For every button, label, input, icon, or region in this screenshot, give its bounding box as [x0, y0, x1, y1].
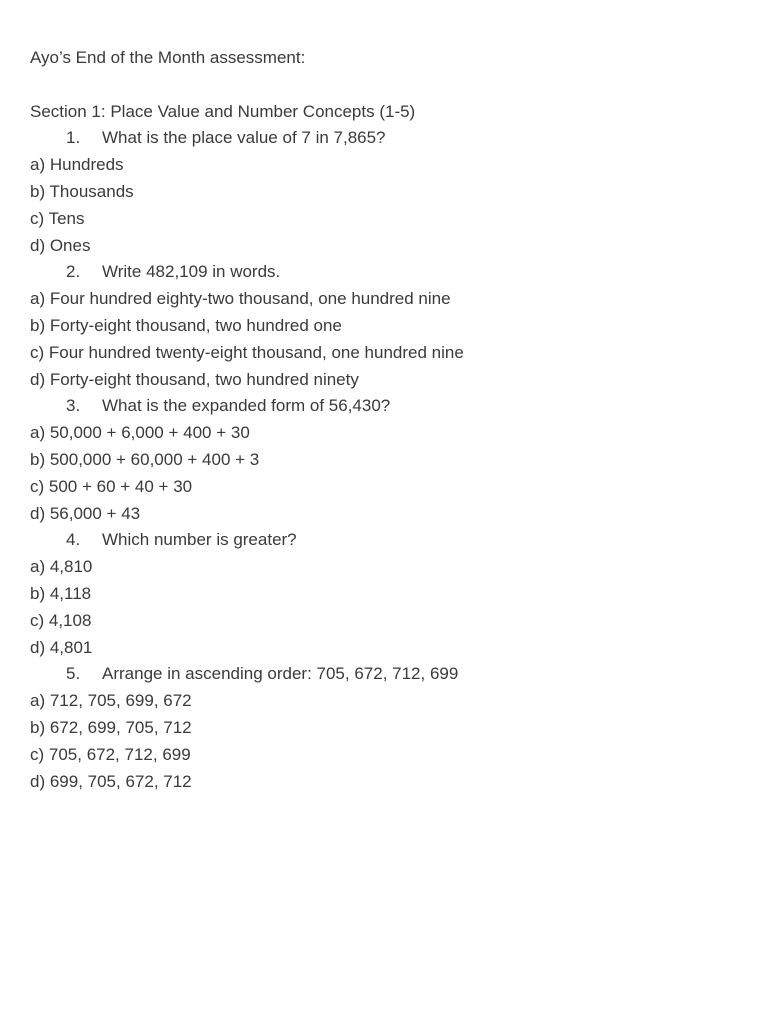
answer-option: b) Thousands: [30, 181, 134, 201]
answer-option: c) 4,108: [30, 610, 92, 630]
answer-option: d) Forty-eight thousand, two hundred ninety: [30, 369, 359, 389]
answer-option: d) 699, 705, 672, 712: [30, 771, 192, 791]
answer-option: d) 4,801: [30, 637, 93, 657]
question-1: [30, 125, 740, 259]
answer-option: a) Four hundred eighty-two thousand, one hundred nine: [30, 289, 451, 309]
answer-option: b) Forty-eight thousand, two hundred one: [30, 315, 342, 335]
answer-option: c) 500 + 60 + 40 + 30: [30, 476, 193, 496]
question-text: [30, 393, 740, 420]
blank-line: [30, 72, 740, 99]
answer-option: d) Ones: [30, 235, 91, 255]
question-prompt: What is the expanded form of 56,430?: [102, 396, 391, 416]
answer-option: c) Tens: [30, 208, 85, 228]
question-2: [30, 259, 740, 393]
question-number: 1.: [66, 128, 81, 148]
answer-option: b) 4,118: [30, 583, 92, 603]
question-text: [30, 527, 740, 554]
question-4: [30, 527, 740, 661]
question-text: [30, 259, 740, 286]
document-title: Ayo’s End of the Month assessment:: [30, 48, 306, 67]
question-prompt: Arrange in ascending order: 705, 672, 712, 699: [102, 664, 459, 684]
answer-option: c) Four hundred twenty-eight thousand, one hundred nine: [30, 342, 464, 362]
answer-option: a) Hundreds: [30, 155, 124, 175]
answer-option: d) 56,000 + 43: [30, 503, 141, 523]
question-prompt: Which number is greater?: [102, 530, 297, 550]
question-number: 4.: [66, 530, 81, 550]
answer-option: a) 50,000 + 6,000 + 400 + 30: [30, 423, 250, 443]
question-number: 2.: [66, 262, 81, 282]
question-number: 3.: [66, 396, 81, 416]
answer-option: b) 500,000 + 60,000 + 400 + 3: [30, 449, 260, 469]
question-text: [30, 661, 740, 688]
question-prompt: What is the place value of 7 in 7,865?: [102, 128, 386, 148]
question-number: 5.: [66, 664, 81, 684]
answer-option: a) 712, 705, 699, 672: [30, 691, 192, 711]
answer-option: a) 4,810: [30, 557, 93, 577]
answer-option: c) 705, 672, 712, 699: [30, 744, 191, 764]
section-heading: Section 1: Place Value and Number Concepts (1-5): [30, 101, 416, 121]
question-3: [30, 393, 740, 527]
question-prompt: Write 482,109 in words.: [102, 262, 281, 282]
document-body: [30, 45, 740, 795]
question-5: [30, 661, 740, 795]
question-text: [30, 125, 740, 152]
answer-option: b) 672, 699, 705, 712: [30, 717, 192, 737]
